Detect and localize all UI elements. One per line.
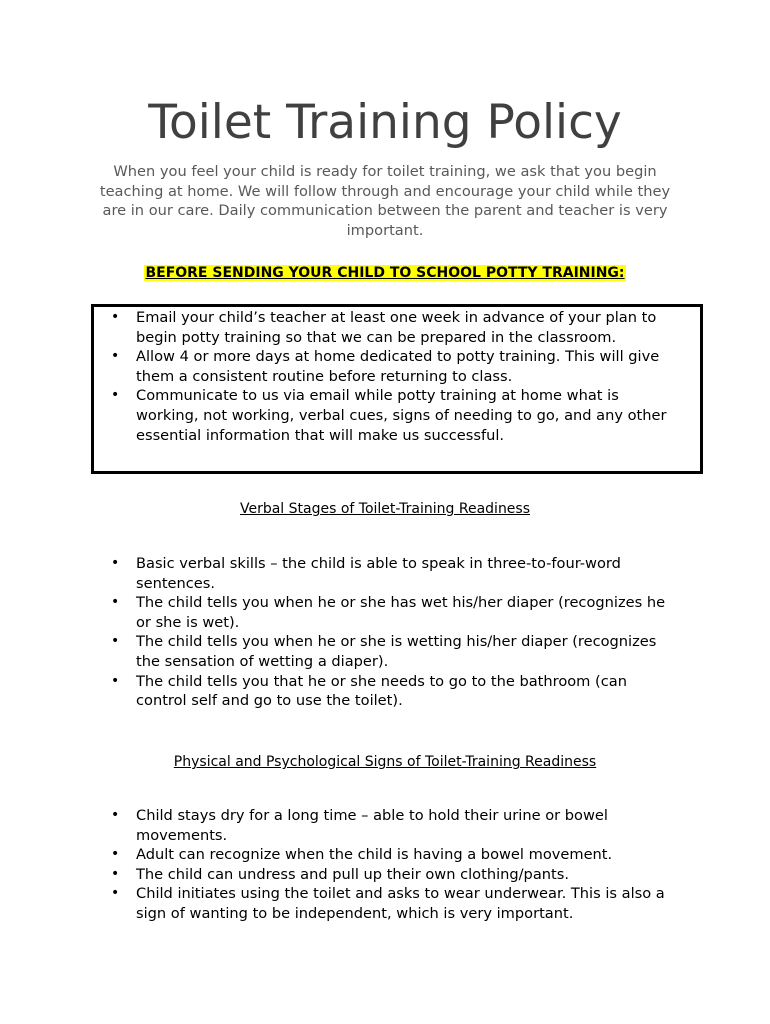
list-item-text: The child tells you when he or she is wetting his/her diaper (recognizes the sensation of wetting a diaper). <box>136 633 657 670</box>
list-item <box>111 347 681 386</box>
list-item-text: Communicate to us via email while potty training at home what is working, not working, verbal cues, signs of needing to go, and any other essential information that will make us successful. <box>136 387 667 444</box>
list-item <box>111 672 681 711</box>
list-item <box>111 554 681 593</box>
list-item <box>111 308 681 347</box>
list-item-text: The child tells you when he or she has wet his/her diaper (recognizes he or she is wet). <box>136 594 666 631</box>
bullet-icon: • <box>111 807 120 823</box>
verbal-stages-heading: Verbal Stages of Toilet-Training Readiness <box>239 501 531 517</box>
list-item <box>111 806 681 845</box>
list-item-text: Child initiates using the toilet and asks to wear underwear. This is also a sign of wanting to be independent, which is very important. <box>136 885 665 922</box>
intro-paragraph: When you feel your child is ready for toilet training, we ask that you begin teaching at home. We will follow through and encourage your child while they are in our care. Daily communication between the parent and teacher is very important. <box>99 163 671 239</box>
list-item-text: Child stays dry for a long time – able to hold their urine or bowel movements. <box>136 807 608 844</box>
bullet-icon: • <box>111 594 120 611</box>
bullet-icon: • <box>111 633 120 650</box>
before-sending-heading-text: BEFORE SENDING YOUR CHILD TO SCHOOL POTTY TRAINING: <box>145 265 625 281</box>
bullet-icon: • <box>111 348 120 365</box>
before-sending-heading <box>0 264 770 282</box>
list-item-text: The child can undress and pull up their own clothing/pants. <box>136 865 569 883</box>
bullet-icon: • <box>111 672 120 689</box>
page-title: Toilet Training Policy <box>148 95 622 150</box>
bullet-icon: • <box>111 555 120 571</box>
bullet-icon: • <box>111 885 120 902</box>
bullet-icon: • <box>111 387 120 404</box>
list-item <box>111 884 681 923</box>
list-item <box>111 865 681 885</box>
list-item-text: The child tells you that he or she needs to go to the bathroom (can control self and go to use the toilet). <box>136 672 627 710</box>
list-item-text: Allow 4 or more days at home dedicated to potty training. This will give them a consistent routine before returning to class. <box>136 348 660 385</box>
list-item <box>111 593 681 632</box>
list-item <box>111 845 681 865</box>
physical-signs-list <box>111 806 681 924</box>
list-item-text: Basic verbal skills – the child is able to speak in three-to-four-word sentences. <box>136 555 621 592</box>
list-item <box>111 386 681 445</box>
list-item <box>111 632 681 671</box>
list-item-text: Adult can recognize when the child is having a bowel movement. <box>136 846 613 864</box>
verbal-stages-list <box>111 554 681 711</box>
bullet-icon: • <box>111 865 120 882</box>
bullet-icon: • <box>111 309 120 325</box>
bullet-icon: • <box>111 846 120 863</box>
before-sending-list <box>111 308 681 445</box>
list-item-text: Email your child’s teacher at least one week in advance of your plan to begin potty training so that we can be prepared in the classroom. <box>136 309 657 346</box>
physical-signs-heading: Physical and Psychological Signs of Toilet-Training Readiness <box>173 754 597 770</box>
